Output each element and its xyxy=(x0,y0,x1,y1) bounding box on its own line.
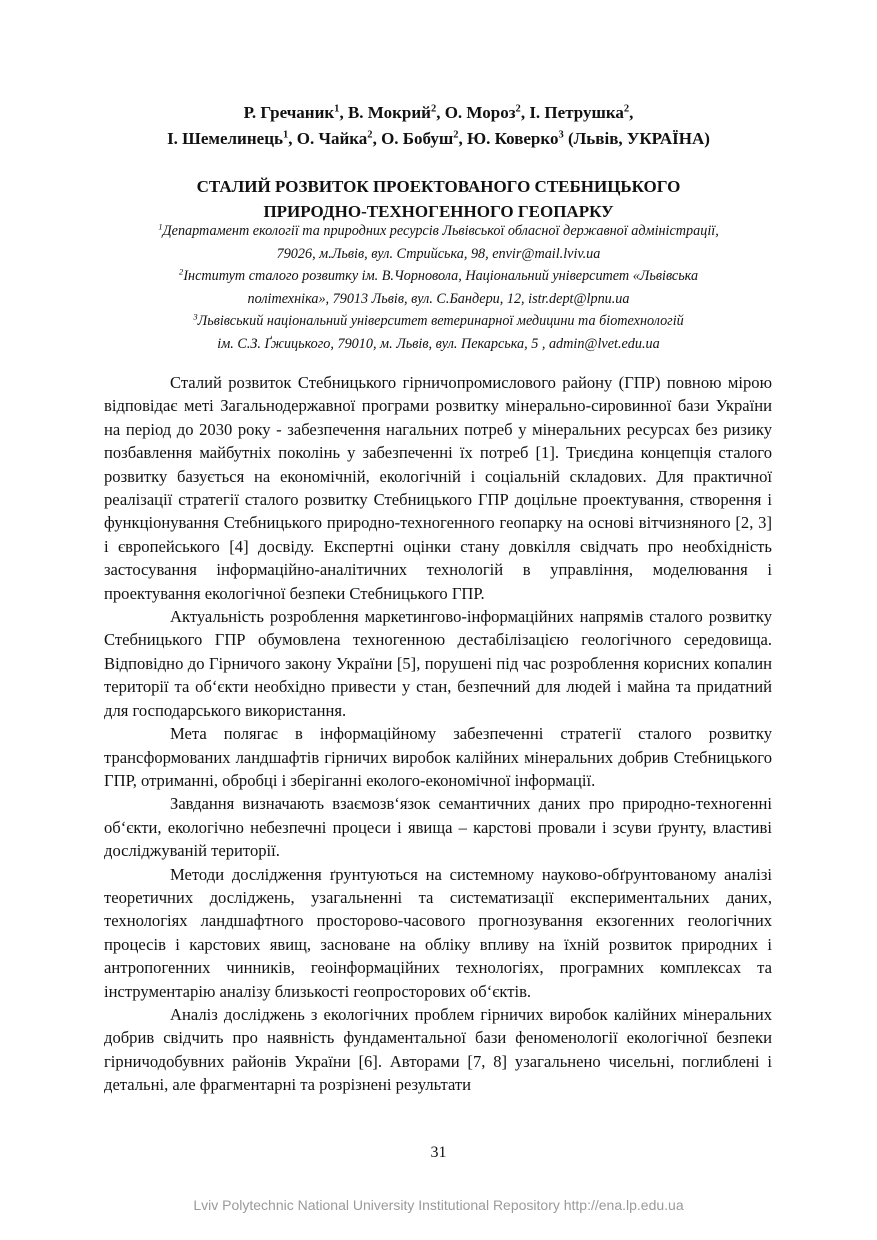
author: І. Шемелинець$^1$, xyxy=(167,129,297,148)
affiliations xyxy=(80,220,797,355)
body-text xyxy=(104,371,772,1097)
paragraph: Методи дослідження ґрунтуються на системному науково-обґрунтованому аналізі теоретичних досліджень, узагальненні та систематизації експериментальних даних, технологіях ландшафтного просторово-часового прогнозування екзогенних геологічних процесів і карстових явищ, засноване на обліку впливу на їхній розвиток природних і антропогенних чинників, геоінформаційних технологіях, програмних комплексах та інструментарію аналізу близькості геопросторових об‘єктів. xyxy=(104,864,772,1001)
author: Ю. Коверко$^3$ (Львів, УКРАЇНА) xyxy=(467,129,710,148)
paragraph: Актуальність розроблення маркетингово-інформаційних напрямів сталого розвитку Стебницького ГПР обумовлена техногенною дестабілізацією геологічного середовища. Відповідно до Гірничого закону України [5], порушені під час розроблення корисних копалин території та об‘єкти необхідно привести у стан, безпечний для людей і майна та придатний для господарського використання. xyxy=(104,607,772,720)
title-line-2: ПРИРОДНО-ТЕХНОГЕННОГО ГЕОПАРКУ xyxy=(263,202,614,221)
paragraph: Мета полягає в інформаційному забезпеченні стратегії сталого розвитку трансформованих ландшафтів гірничих виробок калійних мінеральних добрив Стебницького ГПР, отриманні, обробці і зберіганні еколого-економічної інформації. xyxy=(104,724,772,790)
page-number: 31 xyxy=(430,1144,447,1161)
paper-title xyxy=(0,174,877,224)
affiliation-3: $^3$Львівський національний університет ветеринарної медицини та біотехнологій ім. С.З. Ґжицького, 79010, м. Львів, вул. Пекарська, 5 , admin@lvet.edu.ua xyxy=(193,311,684,352)
author: В. Мокрий$^2$, xyxy=(347,103,445,122)
affiliation-1: $^1$Департамент екології та природних ресурсів Львівської обласної державної адміністрації, 79026, м.Львів, вул. Стрийська, 98, envir@mail.lviv.ua xyxy=(158,221,719,262)
author-line-1 xyxy=(0,100,877,126)
repository-footer: Lviv Polytechnic National University Institutional Repository http://ena.lp.edu.ua xyxy=(193,1197,684,1213)
author-line-2 xyxy=(0,126,877,152)
paragraph: Сталий розвиток Стебницького гірничопромислового району (ГПР) повною мірою відповідає меті Загальнодержавної програми розвитку мінерально-сировинної бази України на період до 2030 року - забезпечення нагальних потреб у мінеральних ресурсах без ризику позбавлення майбутніх поколінь у забезпеченні їх потреб [1]. Триєдина концепція сталого розвитку базується на економічній, екологічній і соціальній складових. Для практичної реалізації стратегії сталого розвитку Стебницького ГПР доцільне проектування, створення і функціонування Стебницького природно-техногенного геопарку на основі вітчизняного [2, 3] і європейського [4] досвіду. Експертні оцінки стану довкілля свідчать про необхідність застосування інформаційно-аналітичних технологій в управління, моделювання і проектування екологічної безпеки Стебницького ГПР. xyxy=(104,373,772,603)
title-line-1: СТАЛИЙ РОЗВИТОК ПРОЕКТОВАНОГО СТЕБНИЦЬКОГО xyxy=(196,177,681,196)
author: О. Бобуш$^2$, xyxy=(381,129,467,148)
author-list xyxy=(0,100,877,152)
paragraph: Завдання визначають взаємозв‘язок семантичних даних про природно-техногенні об‘єкти, екологічно небезпечні процеси і явища – карстові провали і зсуви ґрунту, властиві досліджуваній території. xyxy=(104,794,772,861)
author: Р. Гречаник$^1$, xyxy=(243,103,348,122)
paragraph: Аналіз досліджень з екологічних проблем гірничих виробок калійних мінеральних добрив свідчить про наявність фундаментальної бази феноменології екологічної безпеки гірничодобувних районів України [6]. Авторами [7, 8] узагальнено чисельні, поглиблені і детальні, але фрагментарні та розрізнені результати xyxy=(104,1004,772,1095)
author: О. Мороз$^2$, xyxy=(444,103,530,122)
author: О. Чайка$^2$, xyxy=(296,129,382,148)
author: І. Петрушка$^2$, xyxy=(529,103,634,122)
affiliation-2: $^2$Інститут сталого розвитку ім. В.Чорновола, Національний університет «Львівська політехніка», 79013 Львів, вул. С.Бандери, 12, istr.dept@lpnu.ua xyxy=(178,266,699,307)
